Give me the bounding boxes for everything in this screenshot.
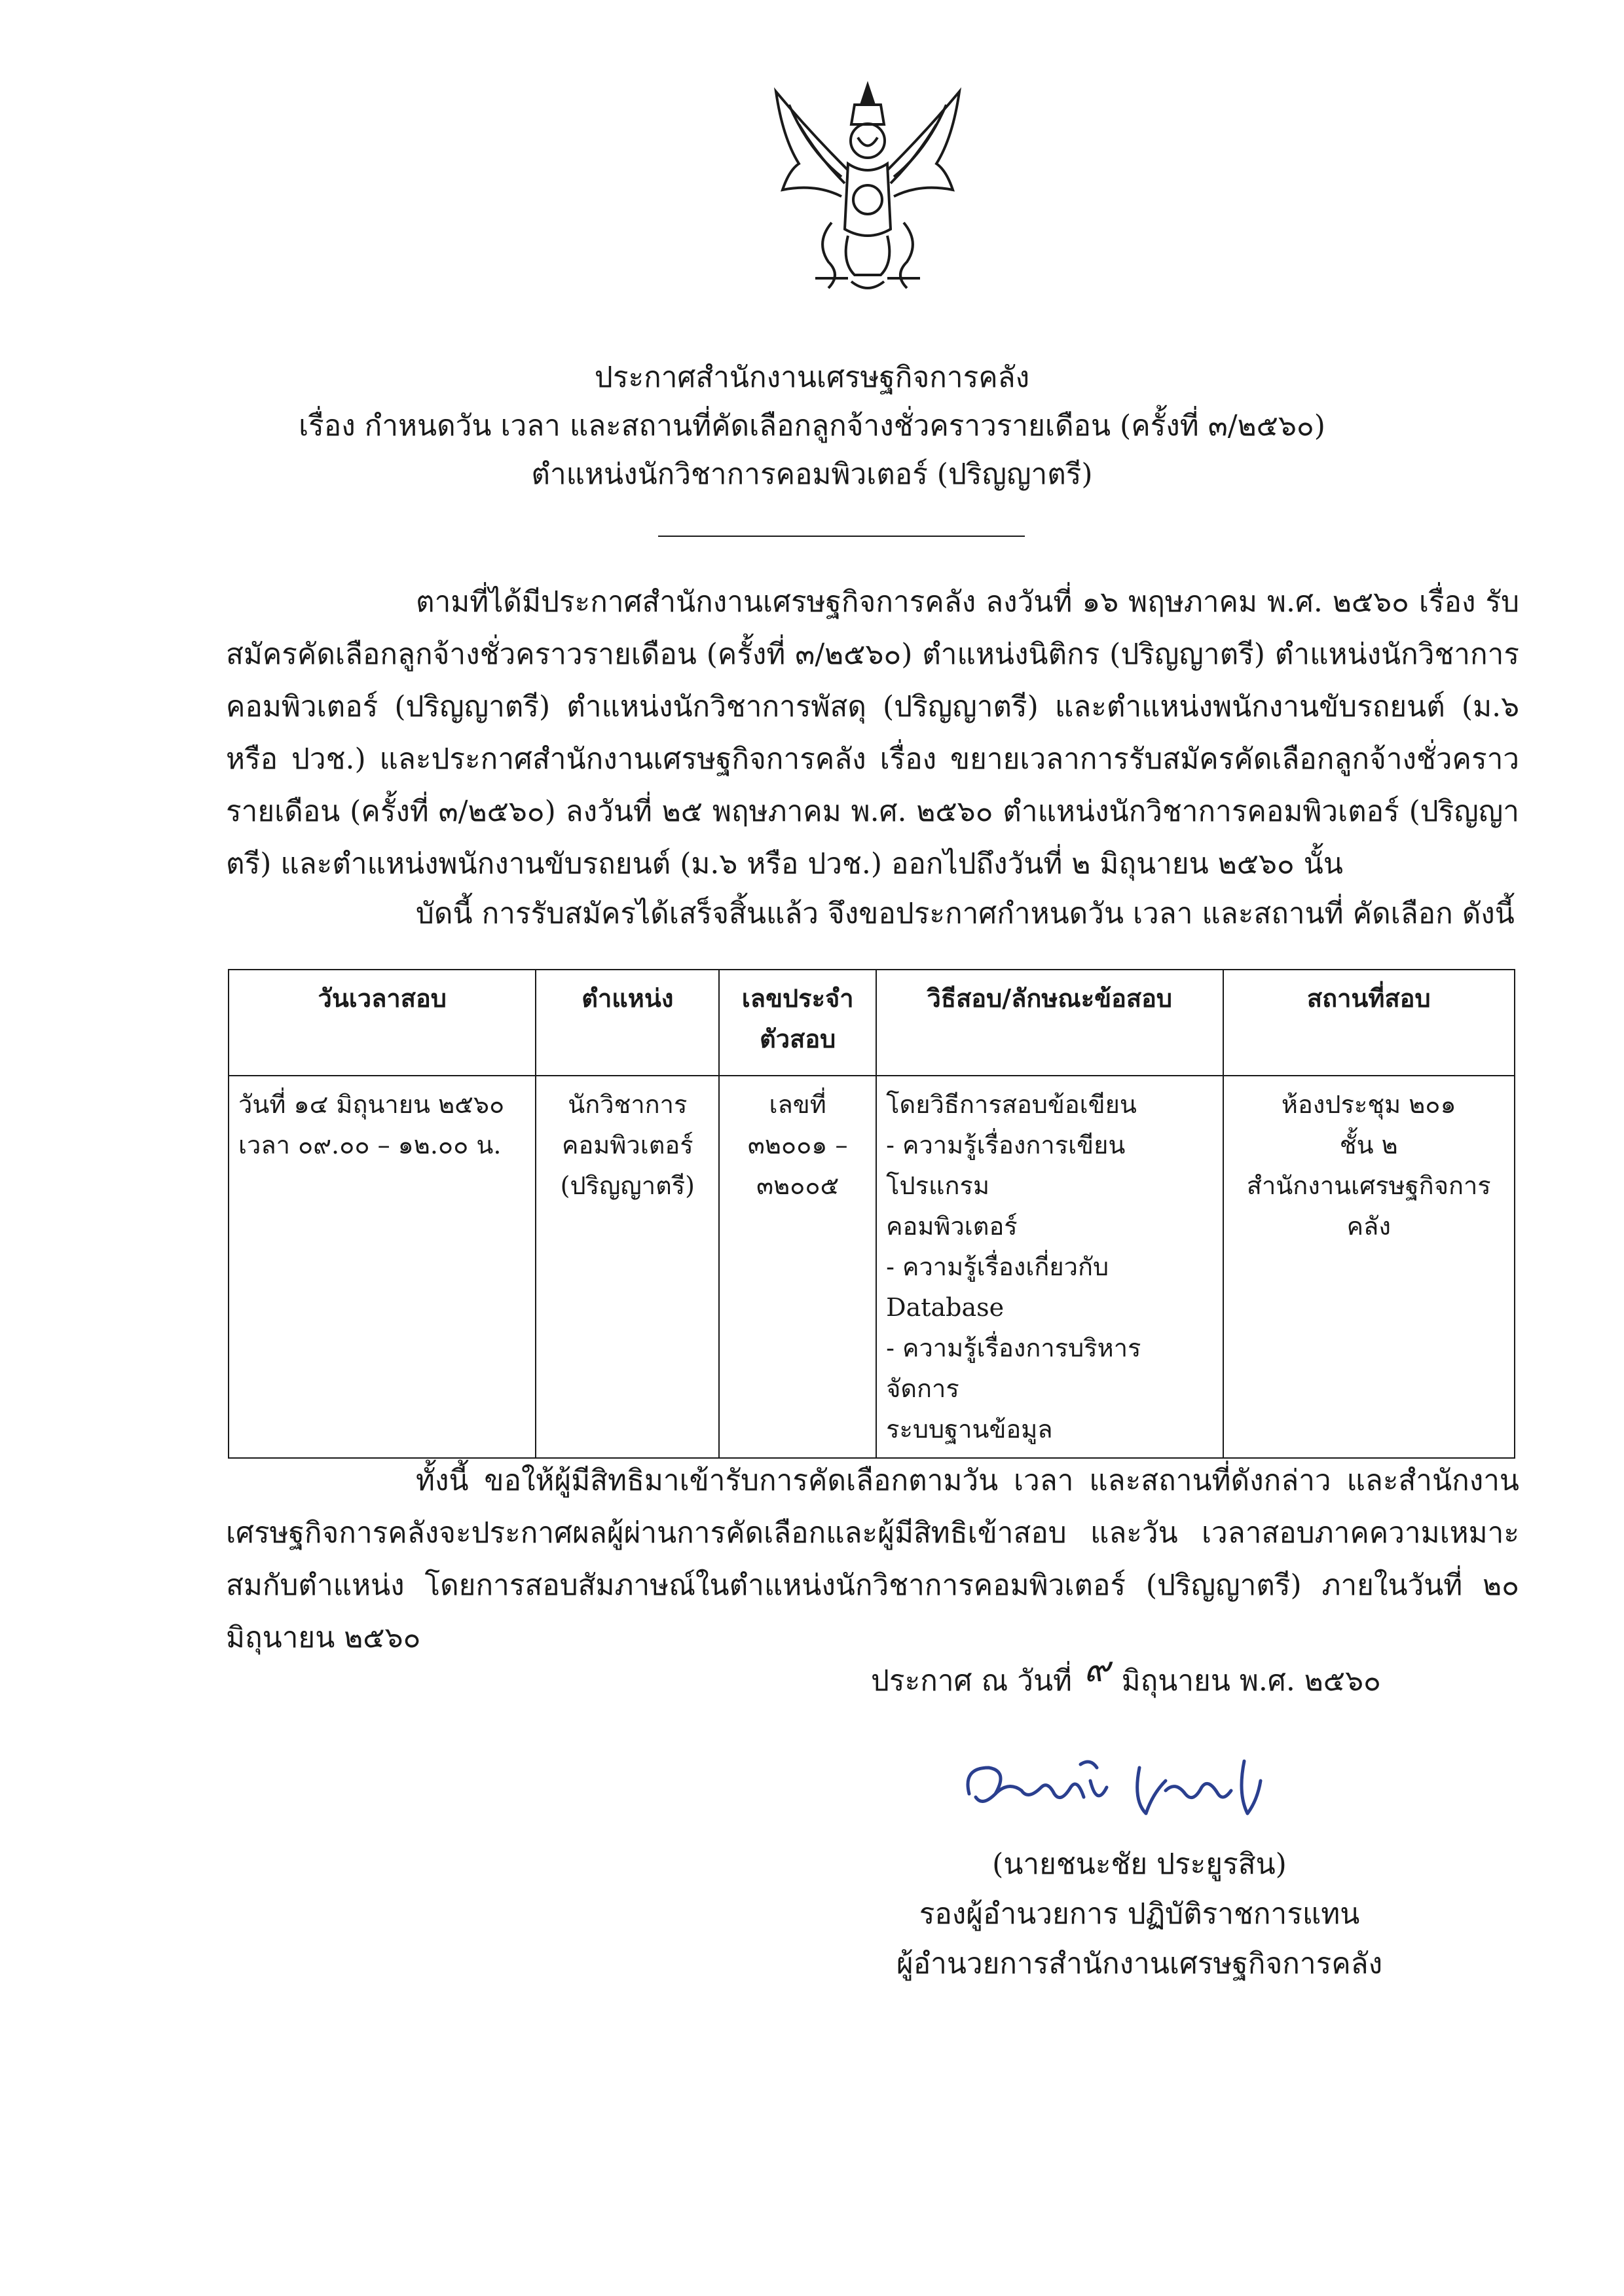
header-exam-number: เลขประจำ ตัวสอบ	[719, 970, 876, 1076]
signer-title-1: รองผู้อำนวยการ ปฏิบัติราชการแทน	[919, 1897, 1360, 1931]
heading-divider	[658, 536, 1025, 537]
cell-exam-place: ห้องประชุม ๒๐๑ ชั้น ๒ สำนักงานเศรษฐกิจการคลัง	[1223, 1076, 1515, 1458]
cell-exam-method: โดยวิธีการสอบข้อเขียน - ความรู้เรื่องการเขียนโปรแกรม คอมพิวเตอร์ - ความรู้เรื่องเกี่ยวกับ Database - ความรู้เรื่องการบริหารจัดการ ระบบฐานข้อมูล	[876, 1076, 1223, 1458]
exam-schedule-table	[228, 969, 1515, 1459]
heading-line-3: ตำแหน่งนักวิชาการคอมพิวเตอร์ (ปริญญาตรี)	[531, 458, 1093, 491]
heading-line-2: เรื่อง กำหนดวัน เวลา และสถานที่คัดเลือกลูกจ้างชั่วคราวรายเดือน (ครั้งที่ ๓/๒๕๖๐)	[299, 409, 1325, 443]
date-prefix: ประกาศ ณ วันที่	[871, 1664, 1073, 1698]
header-exam-date: วันเวลาสอบ	[229, 970, 536, 1076]
paragraph-2: บัดนี้ การรับสมัครได้เสร็จสิ้นแล้ว จึงขอประกาศกำหนดวัน เวลา และสถานที่ คัดเลือก ดังนี้	[416, 897, 1515, 930]
header-exam-method: วิธีสอบ/ลักษณะข้อสอบ	[876, 970, 1223, 1076]
garuda-emblem-icon	[750, 79, 986, 301]
paragraph-3-text: ทั้งนี้ ขอให้ผู้มีสิทธิมาเข้ารับการคัดเลือกตามวัน เวลา และสถานที่ดังกล่าว และสำนักงานเศรษฐกิจการคลังจะประกาศผลผู้ผ่านการคัดเลือกและผู้มีสิทธิเข้าสอบ และวัน เวลาสอบภาคความเหมาะสมกับตำแหน่ง โดยการสอบสัมภาษณ์ในตำแหน่งนักวิชาการคอมพิวเตอร์ (ปริญญาตรี) ภายในวันที่ ๒๐ มิถุนายน ๒๕๖๐	[226, 1464, 1519, 1654]
cell-position: นักวิชาการ คอมพิวเตอร์ (ปริญญาตรี)	[536, 1076, 719, 1458]
signer-block	[812, 1840, 1467, 1989]
header-exam-place: สถานที่สอบ	[1223, 970, 1515, 1076]
table-row	[229, 1076, 1515, 1458]
header-position: ตำแหน่ง	[536, 970, 719, 1076]
paragraph-1-text: ตามที่ได้มีประกาศสำนักงานเศรษฐกิจการคลัง ลงวันที่ ๑๖ พฤษภาคม พ.ศ. ๒๕๖๐ เรื่อง รับสมัครคัดเลือกลูกจ้างชั่วคราวรายเดือน (ครั้งที่ ๓/๒๕๖๐) ตำแหน่งนิติกร (ปริญญาตรี) ตำแหน่งนักวิชาการคอมพิวเตอร์ (ปริญญาตรี) ตำแหน่งนักวิชาการพัสดุ (ปริญญาตรี) และตำแหน่งพนักงานขับรถยนต์ (ม.๖ หรือ ปวช.) และประกาศสำนักงานเศรษฐกิจการคลัง เรื่อง ขยายเวลาการรับสมัครคัดเลือกลูกจ้างชั่วคราวรายเดือน (ครั้งที่ ๓/๒๕๖๐) ลงวันที่ ๒๕ พฤษภาคม พ.ศ. ๒๕๖๐ ตำแหน่งนักวิชาการคอมพิวเตอร์ (ปริญญาตรี) และตำแหน่งพนักงานขับรถยนต์ (ม.๖ หรือ ปวช.) ออกไปถึงวันที่ ๒ มิถุนายน ๒๕๖๐ นั้น	[226, 585, 1519, 881]
cell-exam-date: วันที่ ๑๔ มิถุนายน ๒๕๖๐ เวลา ๐๙.๐๐ – ๑๒.๐๐ น.	[229, 1076, 536, 1458]
signer-name: (นายชนะชัย ประยูรสิน)	[992, 1848, 1287, 1881]
paragraph-1	[226, 576, 1519, 890]
announcement-date	[871, 1650, 1381, 1706]
cell-exam-number: เลขที่ ๓๒๐๐๑ – ๓๒๐๐๕	[719, 1076, 876, 1458]
signer-title-2: ผู้อำนวยการสำนักงานเศรษฐกิจการคลัง	[896, 1947, 1383, 1980]
announcement-heading	[0, 354, 1624, 499]
date-day-handwritten: ๙	[1084, 1649, 1110, 1690]
paragraph-3	[226, 1455, 1519, 1664]
table-header-row	[229, 970, 1515, 1076]
handwritten-signature-icon	[950, 1741, 1316, 1840]
heading-line-1: ประกาศสำนักงานเศรษฐกิจการคลัง	[594, 361, 1030, 394]
date-suffix: มิถุนายน พ.ศ. ๒๕๖๐	[1121, 1664, 1381, 1698]
